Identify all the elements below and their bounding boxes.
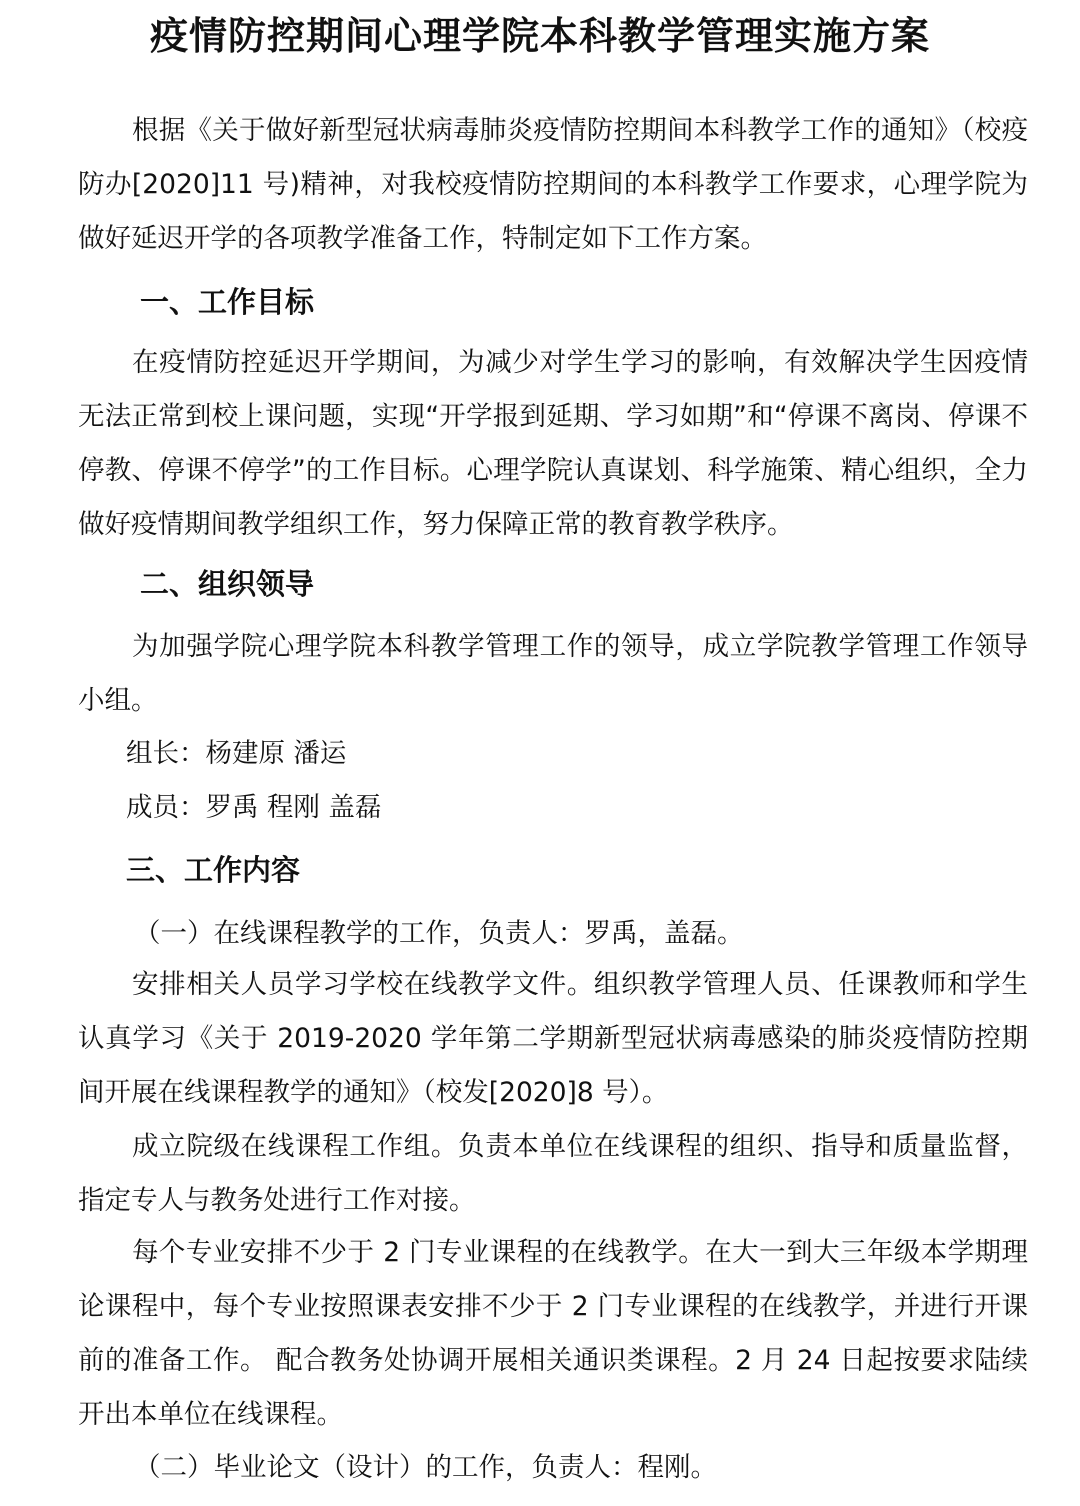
subsection-graduation-thesis: （二）毕业论文（设计）的工作，负责人：程刚。	[134, 1452, 717, 1483]
section-heading-work-content: 三、工作内容	[126, 853, 301, 887]
leadership-paragraph: 为加强学院心理学院本科教学管理工作的领导，成立学院教学管理工作领导小组。	[78, 631, 1028, 716]
section-heading-goals: 一、工作目标	[140, 285, 315, 319]
online-teaching-paragraph-3: 每个专业安排不少于 2 门专业课程的在线教学。在大一到大三年级本学期理论课程中，每个专业按照课表安排不少于 2 门专业课程的在线教学，并进行开课前的准备工作。 配合教务处协调开展相关通识类课程。2 月 24 日起按要求陆续开出本单位在线课程。	[78, 1237, 1028, 1430]
online-teaching-paragraph-2: 成立院级在线课程工作组。负责本单位在线课程的组织、指导和质量监督，指定专人与教务处进行工作对接。	[78, 1131, 1028, 1216]
leaders-line: 组长：杨建原 潘运	[126, 738, 347, 769]
goals-paragraph: 在疫情防控延迟开学期间，为减少对学生学习的影响，有效解决学生因疫情无法正常到校上课问题，实现“开学报到延期、学习如期”和“停课不离岗、停课不停教、停课不停学”的工作目标。心理学院认真谋划、科学施策、精心组织，全力做好疫情期间教学组织工作，努力保障正常的教育教学秩序。	[78, 347, 1028, 540]
subsection-online-teaching: （一）在线课程教学的工作，负责人：罗禹，盖磊。	[134, 918, 744, 949]
members-line: 成员：罗禹 程刚 盖磊	[126, 792, 382, 823]
document-title: 疫情防控期间心理学院本科教学管理实施方案	[149, 14, 930, 58]
online-teaching-paragraph-1: 安排相关人员学习学校在线教学文件。组织教学管理人员、任课教师和学生认真学习《关于 2019-2020 学年第二学期新型冠状病毒感染的肺炎疫情防控期间开展在线课程教学的通知》（校发[2020]8 号）。	[78, 969, 1028, 1108]
intro-paragraph: 根据《关于做好新型冠状病毒肺炎疫情防控期间本科教学工作的通知》（校疫防办[2020]11 号)精神，对我校疫情防控期间的本科教学工作要求，心理学院为做好延迟开学的各项教学准备工作，特制定如下工作方案。	[78, 115, 1028, 254]
section-heading-leadership: 二、组织领导	[140, 567, 315, 601]
